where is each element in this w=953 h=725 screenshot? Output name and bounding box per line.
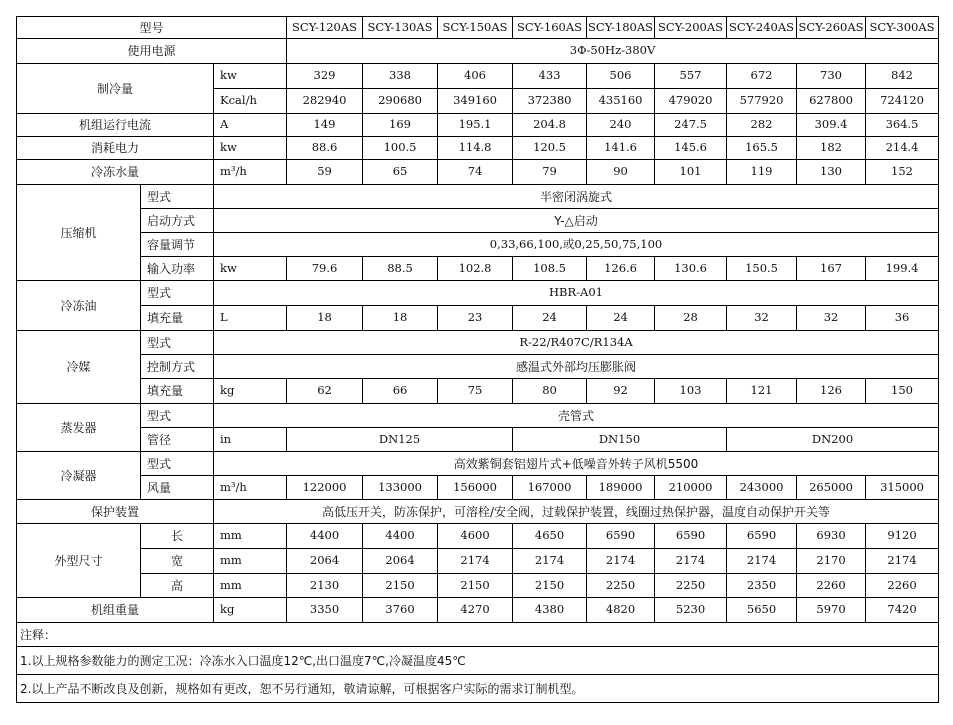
- unit-cell: m³/h: [214, 160, 287, 185]
- value-cell: 7420: [866, 598, 939, 623]
- value-cell: 6590: [655, 524, 727, 549]
- sub-label: 容量调节: [141, 233, 214, 257]
- value-cell: 103: [655, 379, 727, 404]
- value-cell: 214.4: [866, 137, 939, 160]
- value-cell: 577920: [727, 89, 797, 114]
- current-row: [17, 114, 939, 137]
- value-cell: 2174: [513, 549, 587, 574]
- value-cell: 5970: [797, 598, 866, 623]
- unit-cell: mm: [214, 549, 287, 574]
- value-cell: 32: [797, 306, 866, 331]
- note-text: 1.以上规格参数能力的测定工况：冷冻水入口温度12℃,出口温度7℃,冷凝温度45℃: [17, 647, 939, 675]
- sub-label: 型式: [141, 281, 214, 306]
- evaporator-type-row: [17, 404, 939, 428]
- refrigerant-type-value: R-22/R407C/R134A: [214, 331, 939, 355]
- value-cell: 18: [363, 306, 438, 331]
- model-cell: SCY-180AS: [587, 17, 655, 39]
- value-cell: 282: [727, 114, 797, 137]
- value-cell: 133000: [363, 476, 438, 500]
- value-cell: 130: [797, 160, 866, 185]
- value-cell: 2260: [866, 574, 939, 598]
- refrigerant-type-row: [17, 331, 939, 355]
- value-cell: 724120: [866, 89, 939, 114]
- value-cell: 2174: [727, 549, 797, 574]
- sub-label: 填充量: [141, 306, 214, 331]
- value-cell: 80: [513, 379, 587, 404]
- value-cell: 88.5: [363, 257, 438, 281]
- value-cell: 204.8: [513, 114, 587, 137]
- value-cell: 479020: [655, 89, 727, 114]
- condenser-type-value: 高效紫铜套铝翅片式+低噪音外转子风机5500: [214, 452, 939, 476]
- value-cell: 24: [513, 306, 587, 331]
- value-cell: 210000: [655, 476, 727, 500]
- value-cell: 150.5: [727, 257, 797, 281]
- value-cell: 2150: [438, 574, 513, 598]
- water-row: [17, 160, 939, 185]
- weight-label: 机组重量: [17, 598, 214, 623]
- model-cell: SCY-150AS: [438, 17, 513, 39]
- value-cell: 2130: [287, 574, 363, 598]
- model-cell: SCY-240AS: [727, 17, 797, 39]
- sub-label: 长: [141, 524, 214, 549]
- current-label: 机组运行电流: [17, 114, 214, 137]
- value-cell: 4820: [587, 598, 655, 623]
- value-cell: 329: [287, 64, 363, 89]
- value-cell: 4400: [287, 524, 363, 549]
- model-cell: SCY-160AS: [513, 17, 587, 39]
- oil-fill-row: [17, 306, 939, 331]
- sub-label: 型式: [141, 404, 214, 428]
- condenser-type-row: [17, 452, 939, 476]
- value-cell: 2170: [797, 549, 866, 574]
- evaporator-type-value: 壳管式: [214, 404, 939, 428]
- model-cell: SCY-130AS: [363, 17, 438, 39]
- value-cell: 240: [587, 114, 655, 137]
- value-cell: 79: [513, 160, 587, 185]
- value-cell: 74: [438, 160, 513, 185]
- compressor-capacity-value: 0,33,66,100,或0,25,50,75,100: [214, 233, 939, 257]
- power-label: 消耗电力: [17, 137, 214, 160]
- model-cell: SCY-200AS: [655, 17, 727, 39]
- cooling-label: 制冷量: [17, 64, 214, 114]
- value-cell: 433: [513, 64, 587, 89]
- cooling-kw-row: [17, 64, 939, 89]
- sub-label: 型式: [141, 331, 214, 355]
- width-row: [17, 549, 939, 574]
- value-cell: 122000: [287, 476, 363, 500]
- value-cell: 92: [587, 379, 655, 404]
- value-cell: DN125: [287, 428, 513, 452]
- unit-cell: kg: [214, 598, 287, 623]
- value-cell: 2174: [655, 549, 727, 574]
- value-cell: 108.5: [513, 257, 587, 281]
- value-cell: 59: [287, 160, 363, 185]
- sub-label: 管径: [141, 428, 214, 452]
- value-cell: 28: [655, 306, 727, 331]
- value-cell: 101: [655, 160, 727, 185]
- value-cell: DN200: [727, 428, 939, 452]
- value-cell: 100.5: [363, 137, 438, 160]
- value-cell: 557: [655, 64, 727, 89]
- length-row: [17, 524, 939, 549]
- value-cell: 672: [727, 64, 797, 89]
- value-cell: 102.8: [438, 257, 513, 281]
- refrigerant-fill-row: [17, 379, 939, 404]
- sub-label: 风量: [141, 476, 214, 500]
- refrigerant-label: 冷媒: [17, 331, 141, 404]
- condenser-air-row: [17, 476, 939, 500]
- dimensions-label: 外型尺寸: [17, 524, 141, 598]
- sub-label: 型式: [141, 452, 214, 476]
- power-supply-row: [17, 39, 939, 64]
- value-cell: 199.4: [866, 257, 939, 281]
- value-cell: 349160: [438, 89, 513, 114]
- value-cell: 364.5: [866, 114, 939, 137]
- value-cell: 3350: [287, 598, 363, 623]
- power-row: [17, 137, 939, 160]
- notes-title-row: [17, 623, 939, 647]
- value-cell: 169: [363, 114, 438, 137]
- refrigerant-control-value: 感温式外部均压膨胀阀: [214, 355, 939, 379]
- value-cell: 6590: [587, 524, 655, 549]
- value-cell: 2250: [587, 574, 655, 598]
- value-cell: 5230: [655, 598, 727, 623]
- value-cell: 18: [287, 306, 363, 331]
- evaporator-pipe-row: [17, 428, 939, 452]
- value-cell: 24: [587, 306, 655, 331]
- value-cell: 36: [866, 306, 939, 331]
- value-cell: 120.5: [513, 137, 587, 160]
- weight-row: [17, 598, 939, 623]
- value-cell: 88.6: [287, 137, 363, 160]
- value-cell: 152: [866, 160, 939, 185]
- unit-cell: kg: [214, 379, 287, 404]
- power-supply-label: 使用电源: [17, 39, 287, 64]
- value-cell: 2174: [438, 549, 513, 574]
- unit-cell: kw: [214, 257, 287, 281]
- compressor-start-value: Y-△启动: [214, 209, 939, 233]
- value-cell: 9120: [866, 524, 939, 549]
- value-cell: 4270: [438, 598, 513, 623]
- value-cell: 315000: [866, 476, 939, 500]
- protection-value: 高低压开关，防冻保护，可溶栓/安全阀，过载保护装置，线圈过热保护器，温度自动保护开关等: [214, 500, 939, 524]
- value-cell: 2174: [866, 549, 939, 574]
- sub-label: 启动方式: [141, 209, 214, 233]
- water-label: 冷冻水量: [17, 160, 214, 185]
- value-cell: 372380: [513, 89, 587, 114]
- value-cell: 167: [797, 257, 866, 281]
- notes-title: 注释：: [17, 623, 939, 647]
- sub-label: 宽: [141, 549, 214, 574]
- unit-cell: A: [214, 114, 287, 137]
- value-cell: 290680: [363, 89, 438, 114]
- model-cell: SCY-260AS: [797, 17, 866, 39]
- evaporator-label: 蒸发器: [17, 404, 141, 452]
- sub-label: 控制方式: [141, 355, 214, 379]
- value-cell: 265000: [797, 476, 866, 500]
- value-cell: 65: [363, 160, 438, 185]
- value-cell: 149: [287, 114, 363, 137]
- note-text: 2.以上产品不断改良及创新，规格如有更改，恕不另行通知，敬请谅解，可根据客户实际的需求订制机型。: [17, 675, 939, 703]
- compressor-label: 压缩机: [17, 185, 141, 281]
- value-cell: 156000: [438, 476, 513, 500]
- value-cell: 338: [363, 64, 438, 89]
- value-cell: 2064: [287, 549, 363, 574]
- unit-cell: kw: [214, 137, 287, 160]
- value-cell: 121: [727, 379, 797, 404]
- oil-type-value: HBR-A01: [214, 281, 939, 306]
- note-row: [17, 647, 939, 675]
- value-cell: 4600: [438, 524, 513, 549]
- value-cell: 4380: [513, 598, 587, 623]
- sub-label: 填充量: [141, 379, 214, 404]
- spec-table: [16, 16, 939, 703]
- value-cell: 130.6: [655, 257, 727, 281]
- model-cell: SCY-120AS: [287, 17, 363, 39]
- oil-label: 冷冻油: [17, 281, 141, 331]
- model-label: 型号: [17, 17, 287, 39]
- value-cell: 150: [866, 379, 939, 404]
- value-cell: 2260: [797, 574, 866, 598]
- value-cell: 2250: [655, 574, 727, 598]
- unit-cell: kw: [214, 64, 287, 89]
- compressor-type-value: 半密闭涡旋式: [214, 185, 939, 209]
- value-cell: 90: [587, 160, 655, 185]
- value-cell: 730: [797, 64, 866, 89]
- condenser-label: 冷凝器: [17, 452, 141, 500]
- value-cell: 182: [797, 137, 866, 160]
- value-cell: 4400: [363, 524, 438, 549]
- value-cell: 243000: [727, 476, 797, 500]
- unit-cell: m³/h: [214, 476, 287, 500]
- compressor-type-row: [17, 185, 939, 209]
- sub-label: 输入功率: [141, 257, 214, 281]
- value-cell: 506: [587, 64, 655, 89]
- value-cell: 75: [438, 379, 513, 404]
- value-cell: 2150: [363, 574, 438, 598]
- sub-label: 型式: [141, 185, 214, 209]
- value-cell: 406: [438, 64, 513, 89]
- model-row: [17, 17, 939, 39]
- value-cell: 62: [287, 379, 363, 404]
- value-cell: 3760: [363, 598, 438, 623]
- value-cell: 5650: [727, 598, 797, 623]
- value-cell: DN150: [513, 428, 727, 452]
- power-supply-value: 3Φ-50Hz-380V: [287, 39, 939, 64]
- model-cell: SCY-300AS: [866, 17, 939, 39]
- value-cell: 309.4: [797, 114, 866, 137]
- value-cell: 282940: [287, 89, 363, 114]
- value-cell: 145.6: [655, 137, 727, 160]
- value-cell: 189000: [587, 476, 655, 500]
- value-cell: 6930: [797, 524, 866, 549]
- note-row: [17, 675, 939, 703]
- value-cell: 66: [363, 379, 438, 404]
- protection-label: 保护装置: [17, 500, 214, 524]
- value-cell: 6590: [727, 524, 797, 549]
- unit-cell: L: [214, 306, 287, 331]
- sub-label: 高: [141, 574, 214, 598]
- value-cell: 141.6: [587, 137, 655, 160]
- unit-cell: mm: [214, 574, 287, 598]
- value-cell: 32: [727, 306, 797, 331]
- value-cell: 247.5: [655, 114, 727, 137]
- value-cell: 195.1: [438, 114, 513, 137]
- value-cell: 842: [866, 64, 939, 89]
- unit-cell: in: [214, 428, 287, 452]
- refrigerant-control-row: [17, 355, 939, 379]
- compressor-capacity-row: [17, 233, 939, 257]
- oil-type-row: [17, 281, 939, 306]
- value-cell: 126.6: [587, 257, 655, 281]
- value-cell: 126: [797, 379, 866, 404]
- height-row: [17, 574, 939, 598]
- protection-row: [17, 500, 939, 524]
- value-cell: 2350: [727, 574, 797, 598]
- value-cell: 79.6: [287, 257, 363, 281]
- unit-cell: Kcal/h: [214, 89, 287, 114]
- compressor-input-row: [17, 257, 939, 281]
- value-cell: 2174: [587, 549, 655, 574]
- value-cell: 165.5: [727, 137, 797, 160]
- unit-cell: mm: [214, 524, 287, 549]
- value-cell: 114.8: [438, 137, 513, 160]
- value-cell: 627800: [797, 89, 866, 114]
- value-cell: 2150: [513, 574, 587, 598]
- value-cell: 4650: [513, 524, 587, 549]
- value-cell: 119: [727, 160, 797, 185]
- value-cell: 167000: [513, 476, 587, 500]
- value-cell: 2064: [363, 549, 438, 574]
- value-cell: 435160: [587, 89, 655, 114]
- compressor-start-row: [17, 209, 939, 233]
- value-cell: 23: [438, 306, 513, 331]
